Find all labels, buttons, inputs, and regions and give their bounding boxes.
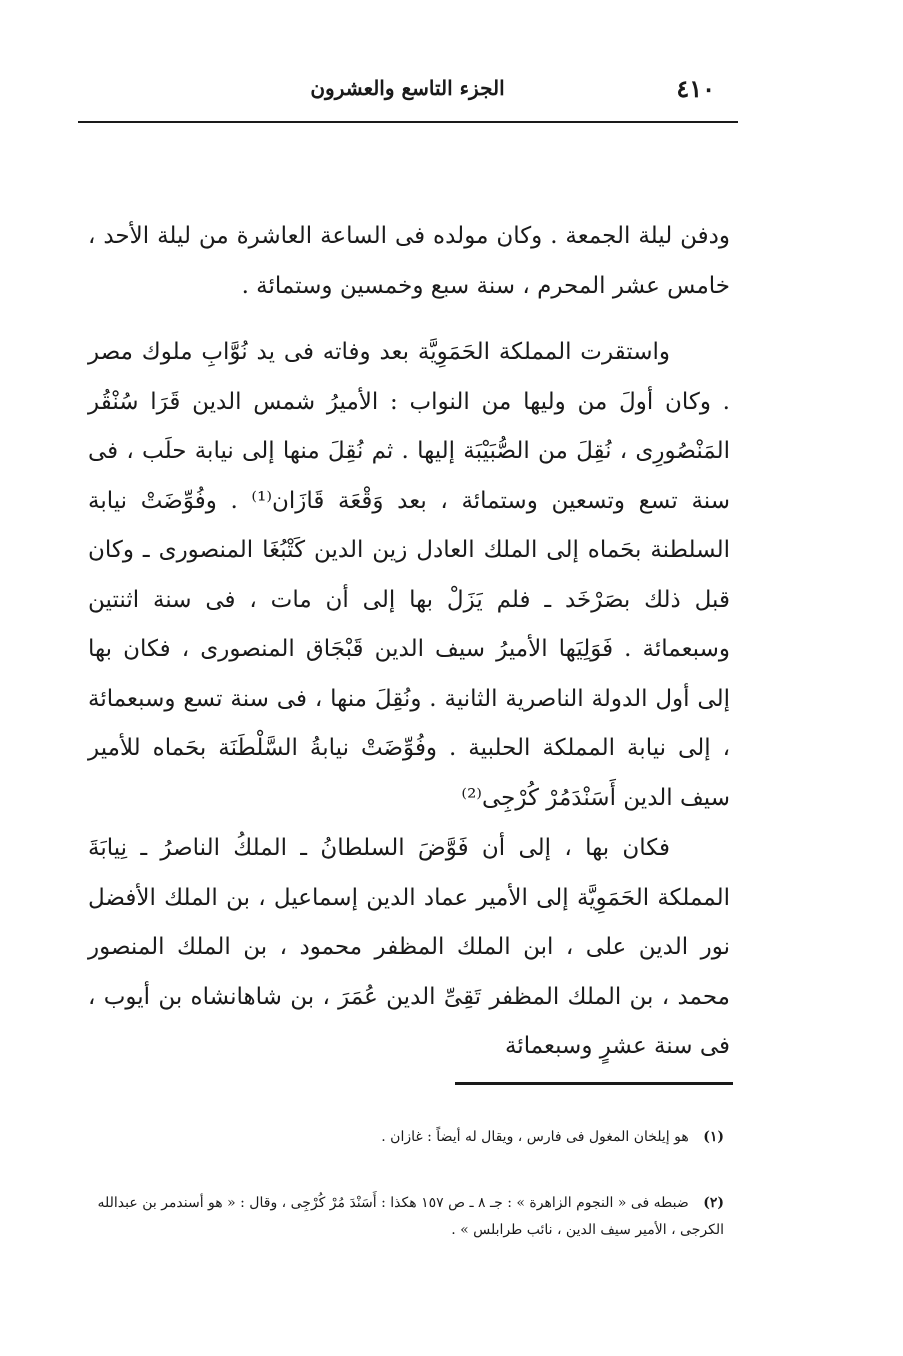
page-number: ٤١٠ [676, 74, 715, 103]
paragraph-3 [88, 824, 730, 1072]
footnote-rule [455, 1082, 733, 1085]
footnote-2-marker: (٢) [703, 1195, 724, 1211]
footnote-1 [84, 1124, 724, 1151]
footnote-1-marker: (١) [703, 1129, 724, 1145]
paragraph-2-text: واستقرت المملكة الحَمَوِيَّة بعد وفاته فى يد نُوَّابِ ملوك مصر . وكان أولَ من وليها من النواب : الأميرُ شمس الدين قَرَا سُنْقُر المَنْصُورِى ، نُقِلَ من الصُّبَيْبَة إليها . ثم نُقِلَ منها إلى نيابة حلَب ، فى سنة تسع وتسعين وستمائة ، بعد وَقْعَة قَازَان⁽¹⁾ . وفُوِّضَتْ نيابة السلطنة بحَماه إلى الملك العادل زين الدين كَتْبُغَا المنصورى ـ وكان قبل ذلك بصَرْخَد ـ فلم يَزَلْ بها إلى أن مات ، فى سنة اثنتين وسبعمائة . فَوَلِيَها الأميرُ سيف الدين قَبْجَاق المنصورى ، فكان بها إلى أول الدولة الناصرية الثانية . ونُقِلَ منها ، فى سنة تسع وسبعمائة ، إلى نيابة المملكة الحلبية . وفُوِّضَتْ نيابةُ السَّلْطَنَة بحَماه للأمير سيف الدين أَسَنْدَمُرْ كُرْجِى⁽²⁾ [88, 339, 730, 811]
footnote-1-text: هو إيلخان المغول فى فارس ، ويقال له أيضاً : غازان . [381, 1129, 689, 1145]
page-header [80, 66, 735, 110]
header-rule [78, 121, 738, 123]
paragraph-1-text: ودفن ليلة الجمعة . وكان مولده فى الساعة العاشرة من ليلة الأحد ، خامس عشر المحرم ، سنة سبع وخمسين وستمائة . [88, 223, 730, 299]
paragraph-2 [88, 328, 730, 823]
paragraph-3-text: فكان بها ، إلى أن فَوَّضَ السلطانُ ـ الملكُ الناصرُ ـ نِيابَةَ المملكة الحَمَوِيَّة إلى الأمير عماد الدين إسماعيل ، بن الملك الأفضل نور الدين على ، ابن الملك المظفر محمود ، بن الملك المنصور محمد ، بن الملك المظفر تَقِىِّ الدين عُمَرَ ، بن شاهانشاه بن أيوب ، فى سنة عشرٍ وسبعمائة [88, 835, 730, 1059]
paragraph-1 [88, 212, 730, 311]
footnote-2-text: ضبطه فى « النجوم الزاهرة » : جـ ٨ ـ ص ١٥٧ هكذا : أَسَنْدَ مُرْ كُرْجِى ، وقال : « هو أسندمر بن عبدالله الكرجى ، الأمير سيف الدين ، نائب طرابلس » . [97, 1195, 724, 1238]
running-title: الجزء التاسع والعشرون [310, 76, 505, 100]
footnote-2 [84, 1190, 724, 1244]
